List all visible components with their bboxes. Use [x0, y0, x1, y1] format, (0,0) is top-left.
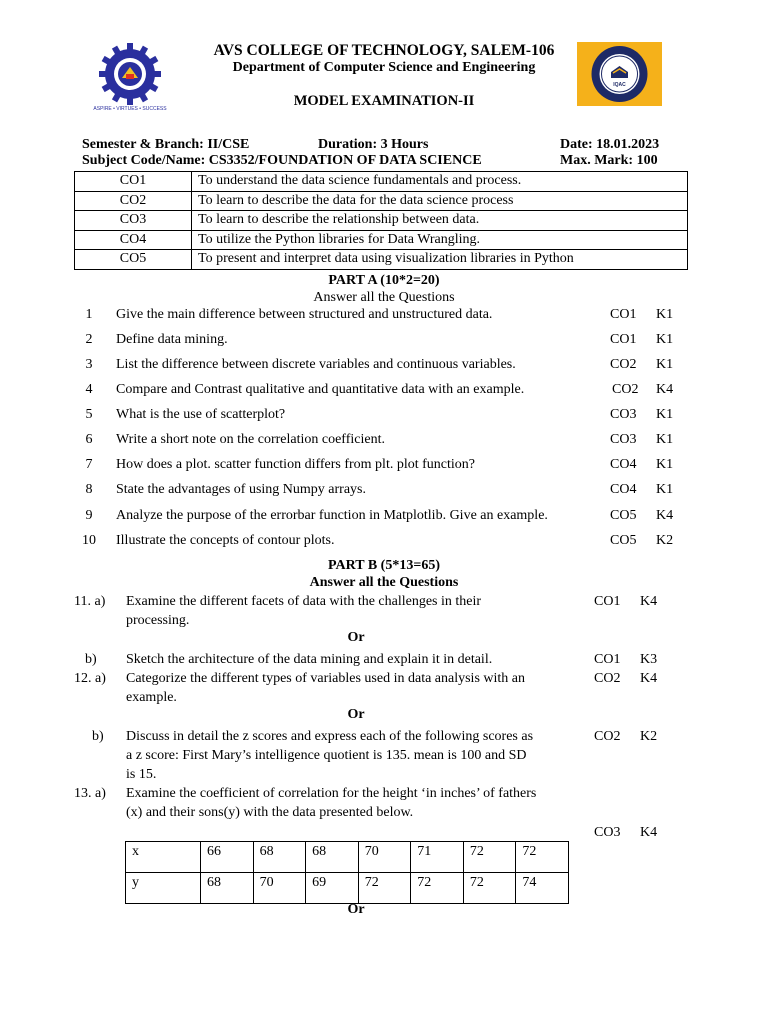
question-label: 12. a) — [74, 671, 106, 686]
question-text: State the advantages of using Numpy arrays. — [116, 482, 366, 497]
table-cell: 74 — [516, 873, 569, 904]
part-b-instruction: Answer all the Questions — [309, 575, 459, 590]
question-k-level: K1 — [656, 407, 674, 422]
table-cell: 72 — [516, 842, 569, 873]
department-name: Department of Computer Science and Engineering — [232, 60, 536, 75]
question-text: Examine the coefficient of correlation for the height ‘in inches’ of fathers — [126, 786, 537, 801]
question-co: CO1 — [594, 652, 621, 667]
co-code: CO3 — [75, 211, 192, 231]
or-separator: Or — [347, 707, 365, 722]
question-row — [0, 457, 768, 477]
question-text: Illustrate the concepts of contour plots. — [116, 533, 335, 548]
question-row — [0, 332, 768, 352]
question-row — [0, 432, 768, 452]
question-text: Give the main difference between structured and unstructured data. — [116, 307, 493, 322]
table-row — [126, 873, 569, 904]
question-co: CO1 — [610, 332, 637, 347]
table-cell: 72 — [411, 873, 464, 904]
question-label: 13. a) — [74, 786, 106, 801]
table-cell: 71 — [411, 842, 464, 873]
question-k-level: K1 — [656, 432, 674, 447]
question-k-level: K4 — [656, 508, 674, 523]
co-description: To learn to describe the relationship between data. — [192, 211, 688, 231]
co-code: CO4 — [75, 230, 192, 250]
question-label: b) — [92, 729, 104, 744]
part-a-title: PART A (10*2=20) — [328, 273, 440, 288]
question-text: is 15. — [126, 767, 157, 782]
iqac-logo-text: IQAC — [613, 82, 626, 88]
table-cell: 72 — [463, 873, 516, 904]
question-k-level: K1 — [656, 457, 674, 472]
co-code: CO1 — [75, 172, 192, 192]
question-row — [0, 407, 768, 427]
exam-title: MODEL EXAMINATION-II — [293, 93, 475, 109]
table-cell: 72 — [358, 873, 411, 904]
question-co: CO3 — [610, 432, 637, 447]
table-cell: x — [126, 842, 201, 873]
table-cell: 66 — [201, 842, 254, 873]
question-co: CO1 — [594, 594, 621, 609]
question-co: CO2 — [610, 357, 637, 372]
question-co: CO2 — [594, 729, 621, 744]
max-mark: Max. Mark: 100 — [560, 153, 658, 168]
course-outcomes-table — [74, 171, 688, 270]
table-row — [75, 250, 688, 270]
question-k-level: K1 — [656, 357, 674, 372]
question-co: CO2 — [594, 671, 621, 686]
question-co: CO5 — [610, 533, 637, 548]
question-co: CO5 — [610, 508, 637, 523]
question-text: Examine the different facets of data with the challenges in their — [126, 594, 482, 609]
question-number: 8 — [85, 482, 93, 497]
table-cell: 72 — [463, 842, 516, 873]
table-cell: 70 — [253, 873, 306, 904]
question-number: 5 — [85, 407, 93, 422]
question-co: CO3 — [610, 407, 637, 422]
table-row — [75, 211, 688, 231]
question-row — [0, 382, 768, 402]
question-text: Discuss in detail the z scores and express each of the following scores as — [126, 729, 534, 744]
question-row — [0, 533, 768, 553]
college-name: AVS COLLEGE OF TECHNOLOGY, SALEM-106 — [213, 42, 555, 59]
question-number: 4 — [85, 382, 93, 397]
question-number: 6 — [85, 432, 93, 447]
question-k-level: K3 — [640, 652, 658, 667]
co-description: To learn to describe the data for the data science process — [192, 191, 688, 211]
question-text: Sketch the architecture of the data mining and explain it in detail. — [126, 652, 493, 667]
question-number: 7 — [85, 457, 93, 472]
question-k-level: K1 — [656, 332, 674, 347]
question-text: Write a short note on the correlation coefficient. — [116, 432, 385, 447]
part-b-title: PART B (5*13=65) — [328, 558, 440, 573]
table-cell: 68 — [201, 873, 254, 904]
duration: Duration: 3 Hours — [318, 137, 429, 152]
question-co: CO1 — [610, 307, 637, 322]
question-text: Categorize the different types of variables used in data analysis with an — [126, 671, 525, 686]
question-co: CO2 — [612, 382, 639, 397]
question-row — [0, 307, 768, 327]
table-row — [75, 172, 688, 192]
question-co: CO4 — [610, 457, 637, 472]
question-k-level: K4 — [640, 825, 658, 840]
question-label: b) — [85, 652, 97, 667]
question-co: CO3 — [594, 825, 621, 840]
or-separator: Or — [347, 630, 365, 645]
question-number: 9 — [85, 508, 93, 523]
table-cell: 68 — [306, 842, 359, 873]
co-description: To utilize the Python libraries for Data Wrangling. — [192, 230, 688, 250]
college-logo-motto: ASPIRE • VIRTUES • SUCCESS — [93, 106, 167, 112]
question-row — [0, 357, 768, 377]
co-description: To understand the data science fundamentals and process. — [192, 172, 688, 192]
question-number: 2 — [85, 332, 93, 347]
co-description: To present and interpret data using visualization libraries in Python — [192, 250, 688, 270]
question-text: Analyze the purpose of the errorbar function in Matplotlib. Give an example. — [116, 508, 548, 523]
co-code: CO5 — [75, 250, 192, 270]
father-son-height-table — [125, 841, 569, 904]
table-cell: y — [126, 873, 201, 904]
question-k-level: K1 — [656, 307, 674, 322]
question-text: Compare and Contrast qualitative and quantitative data with an example. — [116, 382, 525, 397]
question-row — [0, 482, 768, 502]
part-a-instruction: Answer all the Questions — [313, 290, 455, 305]
question-text: example. — [126, 690, 177, 705]
table-row — [75, 191, 688, 211]
question-text: List the difference between discrete variables and continuous variables. — [116, 357, 516, 372]
question-text: (x) and their sons(y) with the data presented below. — [126, 805, 414, 820]
question-k-level: K1 — [656, 482, 674, 497]
co-code: CO2 — [75, 191, 192, 211]
table-cell: 70 — [358, 842, 411, 873]
question-text: a z score: First Mary’s intelligence quotient is 135. mean is 100 and SD — [126, 748, 527, 763]
question-text: processing. — [126, 613, 190, 628]
table-cell: 68 — [253, 842, 306, 873]
question-label: 11. a) — [74, 594, 106, 609]
question-number: 10 — [82, 533, 96, 548]
subject-code-name: Subject Code/Name: CS3352/FOUNDATION OF DATA SCIENCE — [82, 153, 482, 168]
question-k-level: K4 — [640, 671, 658, 686]
question-number: 3 — [85, 357, 93, 372]
question-text: Define data mining. — [116, 332, 228, 347]
table-row — [126, 842, 569, 873]
table-row — [75, 230, 688, 250]
exam-date: Date: 18.01.2023 — [560, 137, 660, 152]
question-k-level: K2 — [656, 533, 674, 548]
question-number: 1 — [85, 307, 93, 322]
question-k-level: K2 — [640, 729, 658, 744]
question-text: What is the use of scatterplot? — [116, 407, 286, 422]
question-text: How does a plot. scatter function differs from plt. plot function? — [116, 457, 475, 472]
question-k-level: K4 — [640, 594, 658, 609]
question-row — [0, 508, 768, 528]
question-k-level: K4 — [656, 382, 674, 397]
question-co: CO4 — [610, 482, 637, 497]
table-cell: 69 — [306, 873, 359, 904]
or-separator: Or — [347, 902, 365, 917]
semester-branch: Semester & Branch: II/CSE — [82, 137, 250, 152]
